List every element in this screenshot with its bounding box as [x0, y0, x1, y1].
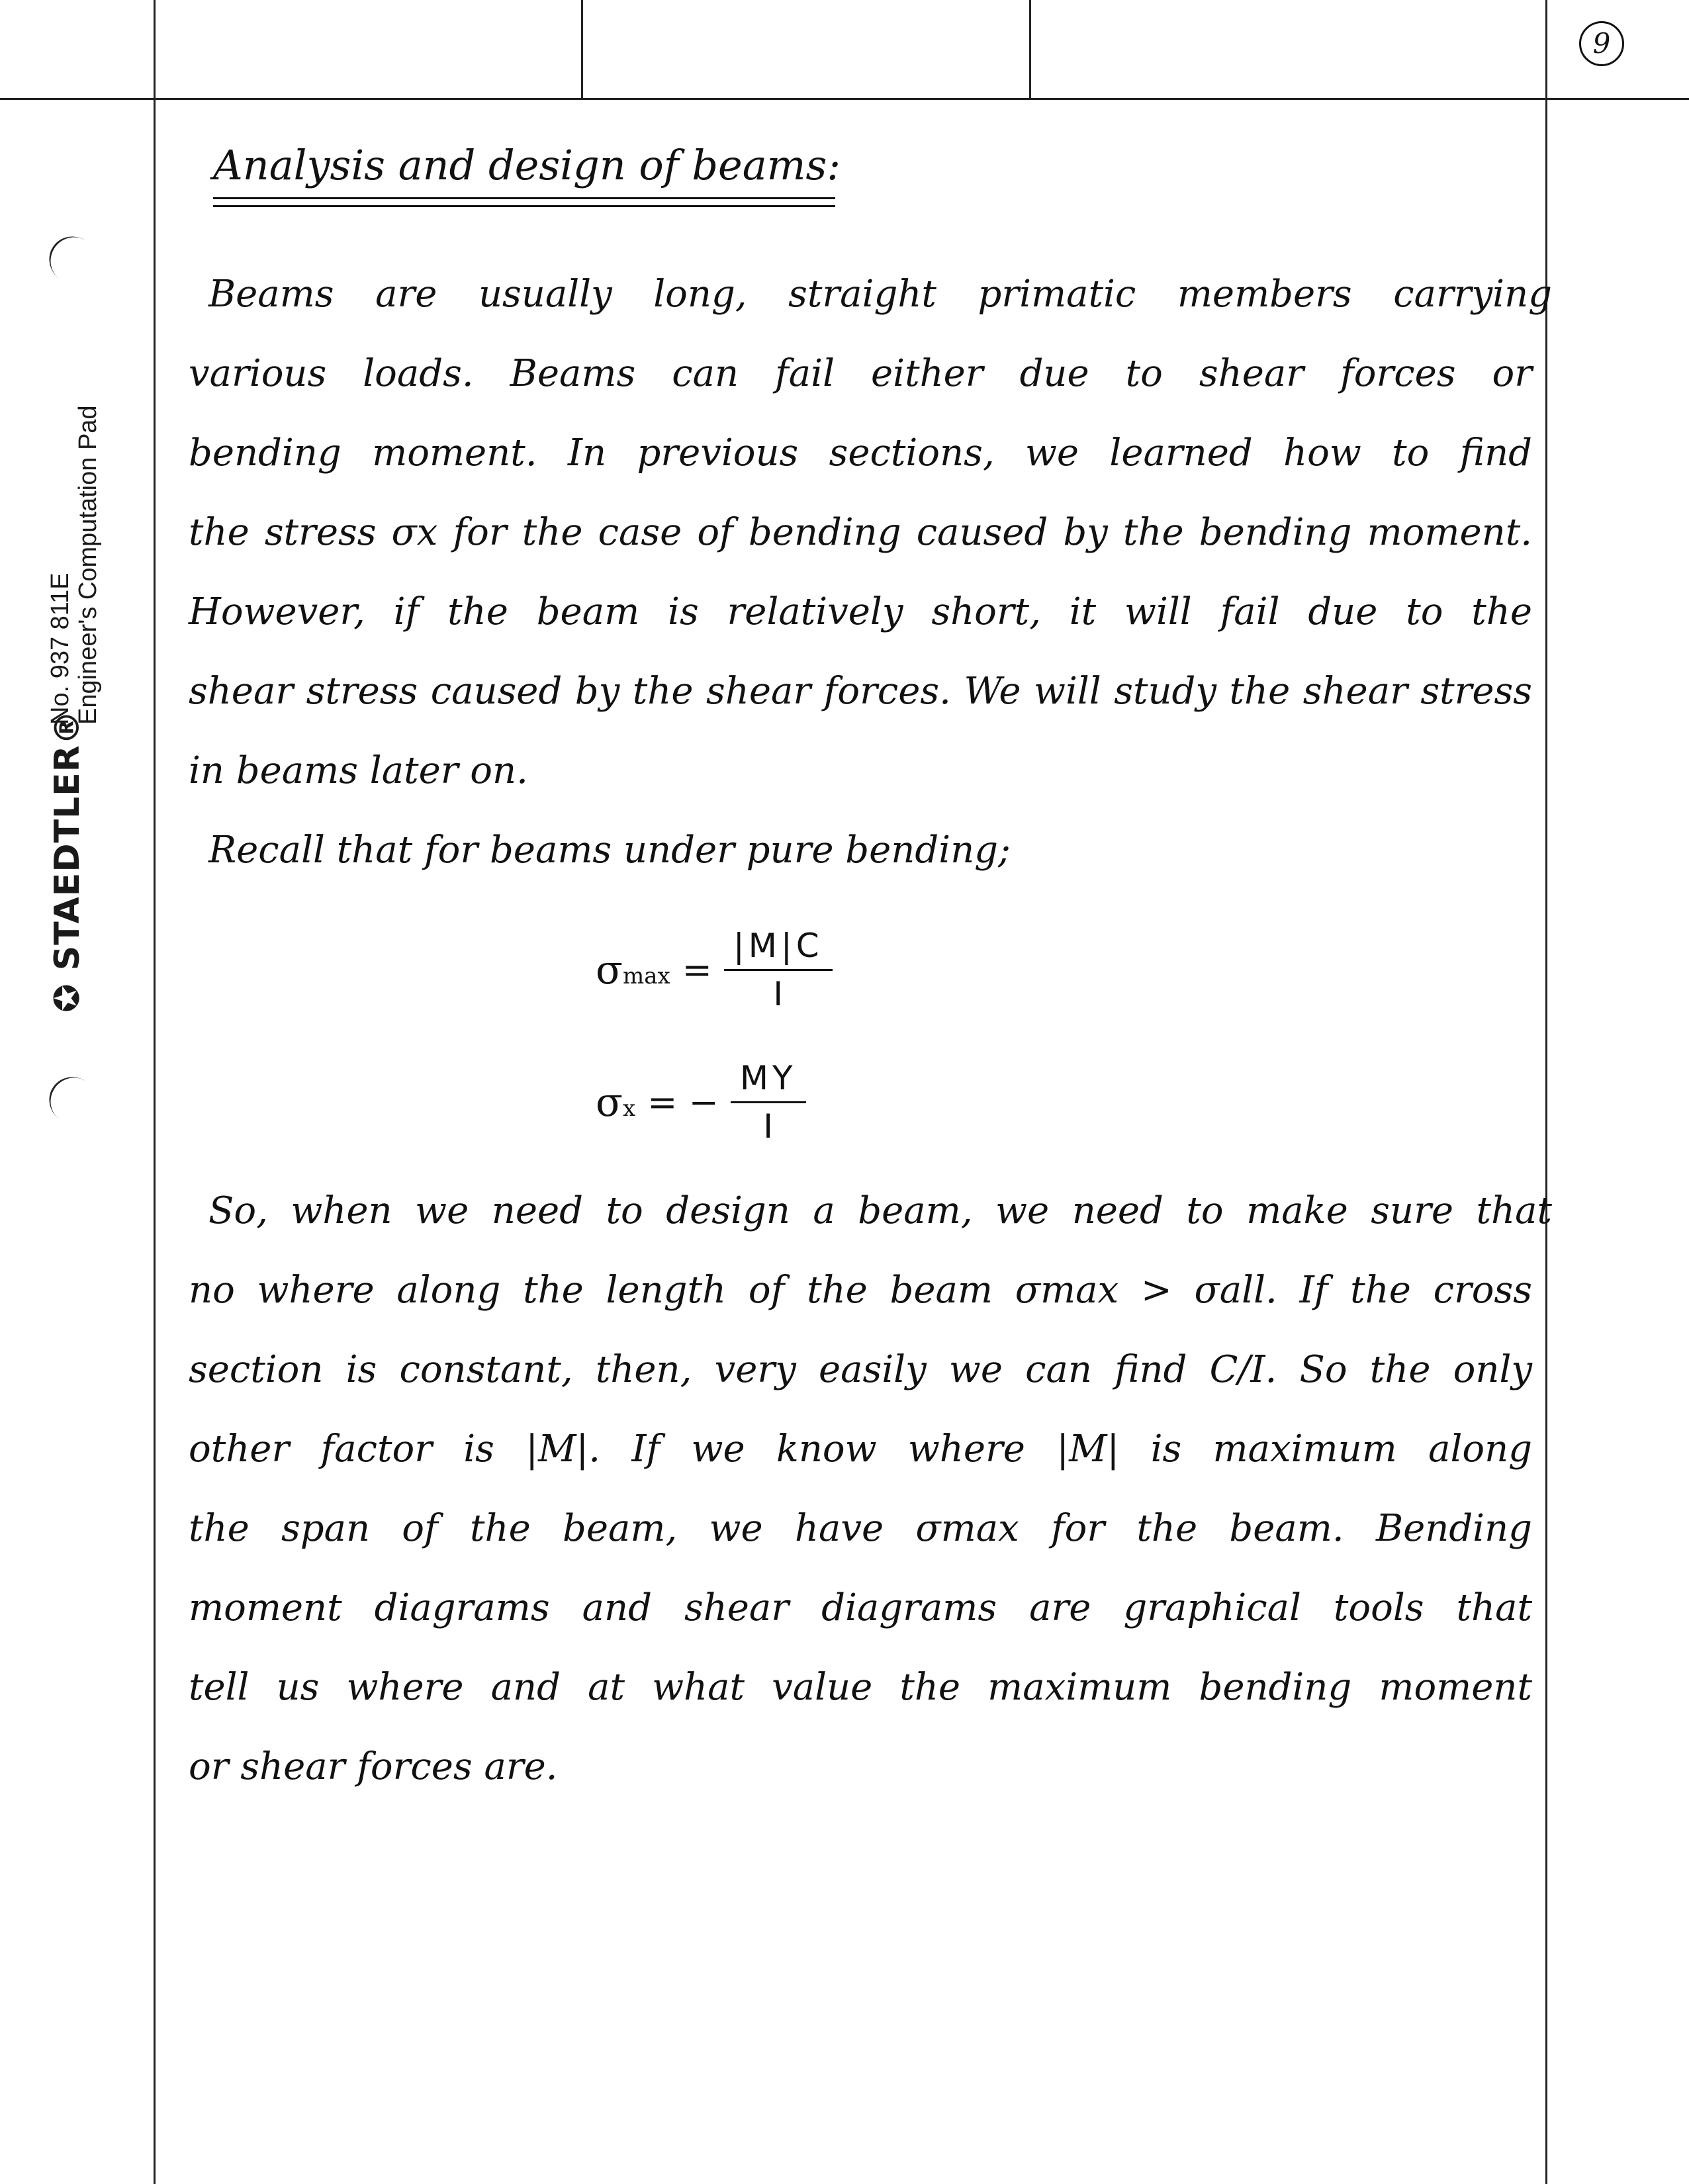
pad-number: No. 937 811E [46, 572, 74, 725]
heading-block [213, 139, 841, 207]
subscript-max: max [622, 962, 670, 989]
heading-underline-second [213, 205, 835, 207]
fraction-1-denominator: I [773, 975, 784, 1013]
sidebar-label [48, 709, 87, 1013]
paragraph-2-line-8: or shear forces are. [189, 1745, 558, 1788]
sigma-symbol: σ [596, 946, 623, 993]
fraction-2-denominator: I [763, 1107, 774, 1146]
paragraph-2-line-6: moment diagrams and shear diagrams are graphical tools that [189, 1586, 1532, 1629]
pad-number-label [46, 572, 75, 725]
paragraph-1-line-1: Beams are usually long, straight primatic members carrying [208, 273, 1552, 316]
paragraph-1-line-2: various loads. Beams can fail either due to shear forces or [189, 352, 1532, 395]
pad-name: Engineer's Computation Pad [74, 405, 102, 725]
paragraph-1-line-5: However, if the beam is relatively short, it will fail due to the [189, 590, 1532, 633]
binding-mark-top [40, 227, 107, 293]
paragraph-2-line-7: tell us where and at what value the maximum bending moment [189, 1666, 1532, 1709]
binding-mark-bottom [40, 1068, 107, 1133]
staedtler-logo: ✪ STAEDTLER® [48, 709, 87, 1013]
equation-sigma-x [596, 1059, 806, 1146]
header-divider-1 [581, 0, 583, 98]
page-number: 9 [1579, 21, 1624, 66]
left-margin-rule [154, 0, 156, 2184]
recall-line: Recall that for beams under pure bending; [208, 829, 1011, 872]
fraction-2 [731, 1059, 806, 1146]
fraction-1-numerator: |M|C [733, 927, 823, 965]
paragraph-1-line-3: bending moment. In previous sections, we learned how to find [189, 432, 1532, 475]
heading-underline [213, 197, 835, 199]
fraction-2-numerator: MY [739, 1059, 797, 1097]
paragraph-1-line-4: the stress σx for the case of bending caused by the bending moment. [189, 511, 1532, 554]
pad-name-label [74, 405, 103, 725]
equation-2-lhs [596, 1079, 635, 1126]
equation-1-lhs [596, 947, 670, 993]
header-divider-2 [1029, 0, 1031, 98]
equation-sigma-max [596, 927, 833, 1013]
fraction-1 [724, 927, 833, 1013]
equals-sign: = [682, 949, 712, 991]
paragraph-2-line-3: section is constant, then, very easily we can find C/I. So the only [189, 1348, 1532, 1391]
page-heading: Analysis and design of beams: [213, 141, 841, 189]
subscript-x: x [622, 1095, 636, 1122]
paragraph-2-line-5: the span of the beam, we have σmax for the beam. Bending [189, 1507, 1532, 1550]
header-rule [0, 98, 1689, 100]
paragraph-2-line-2: no where along the length of the beam σmax > σall. If the cross [189, 1269, 1532, 1312]
paragraph-1-line-7: in beams later on. [189, 749, 528, 792]
paragraph-2-line-4: other factor is |M|. If we know where |M| is maximum along [189, 1428, 1532, 1471]
sigma-symbol: σ [596, 1079, 623, 1126]
paragraph-1-line-6: shear stress caused by the shear forces. We will study the shear stress [189, 670, 1532, 713]
paragraph-2-line-1: So, when we need to design a beam, we need to make sure that [208, 1189, 1552, 1232]
equals-minus-sign: = − [647, 1081, 719, 1123]
